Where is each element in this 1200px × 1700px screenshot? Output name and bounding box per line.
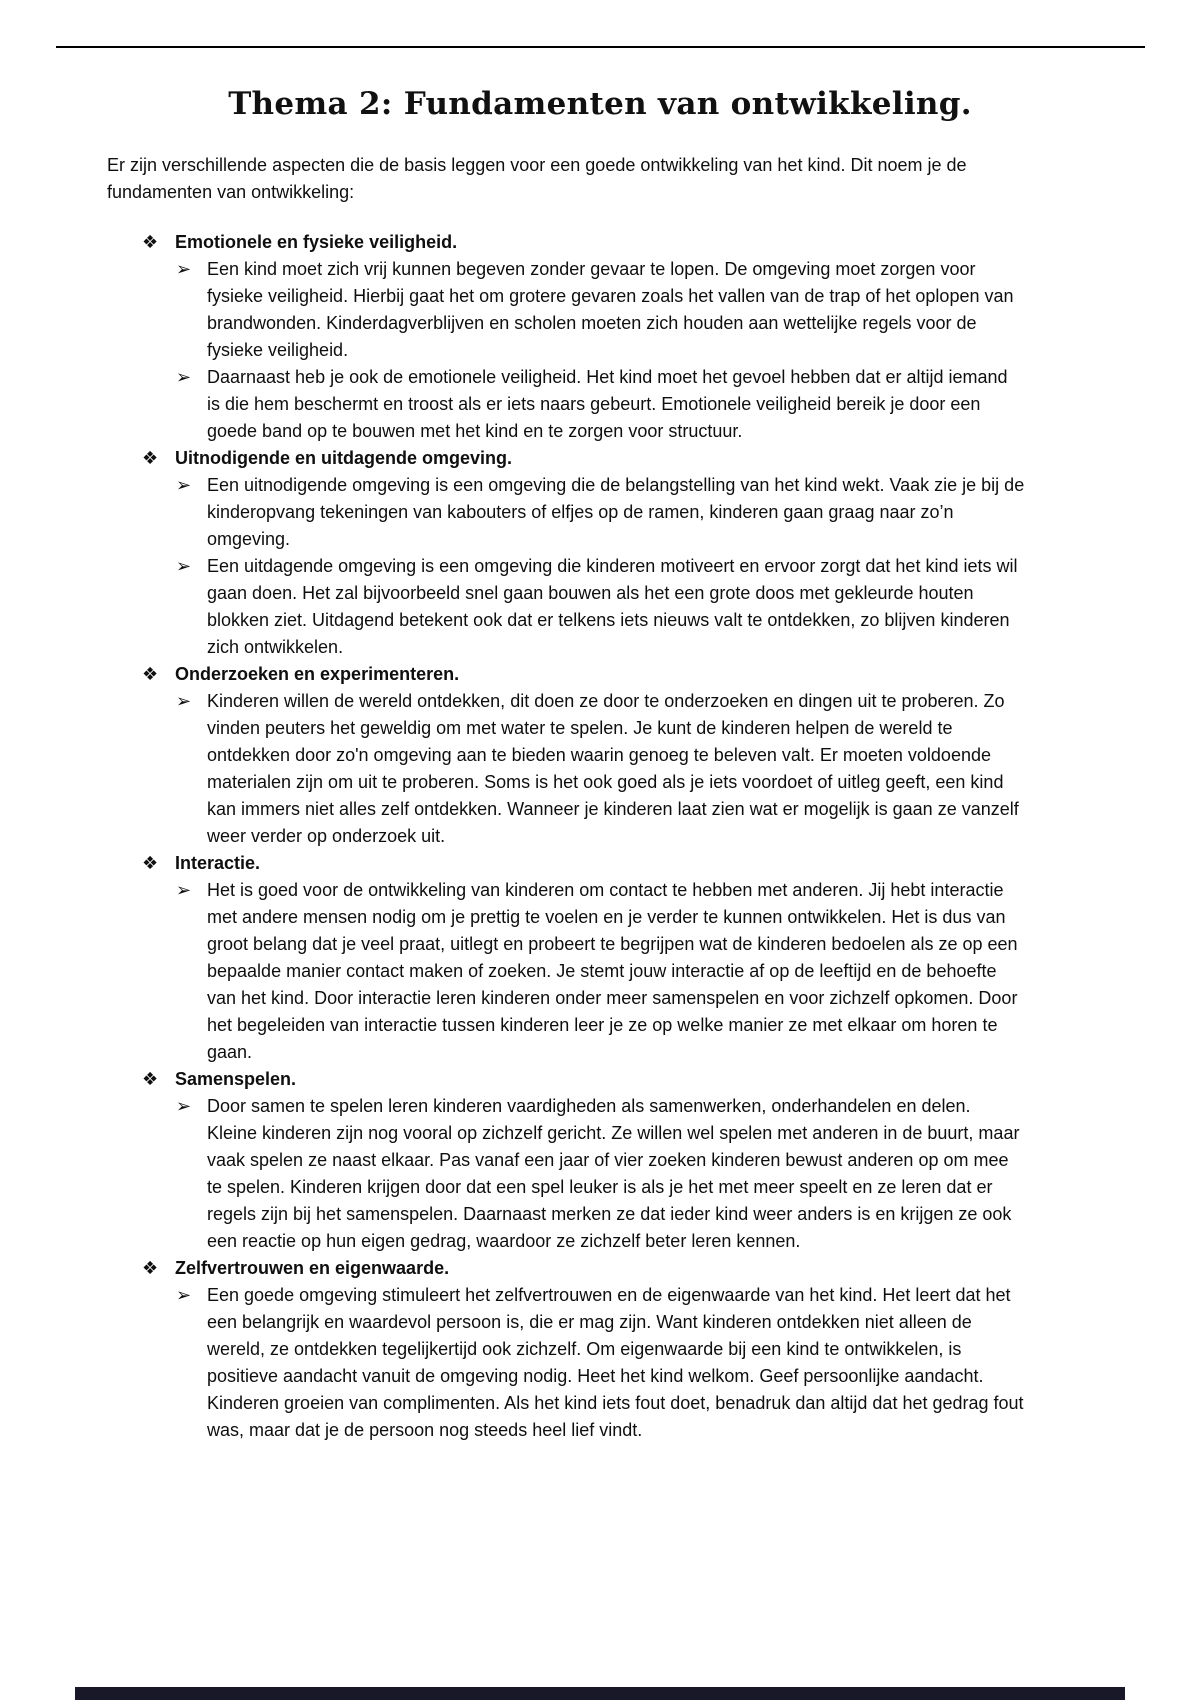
section-heading [142,445,1200,472]
section-heading [142,1066,1200,1093]
sections-list [0,229,1200,1444]
arrow-bullet-icon: ➢ [176,475,192,496]
section-heading [142,661,1200,688]
section-emotionele-en-fysieke-veiligheid [0,229,1200,445]
section-zelfvertrouwen-en-eigenwaarde [0,1255,1200,1444]
intro-paragraph: Er zijn verschillende aspecten die de basis leggen voor een goede ontwikkeling van het kind. Dit noem je de fundamenten van ontwikkeling: [107,155,967,202]
list-item [176,1093,1200,1255]
section-uitnodigende-en-uitdagende-omgeving [0,445,1200,661]
top-horizontal-rule [56,46,1145,48]
section-heading-text: Samenspelen. [175,1069,297,1089]
arrow-bullet-icon: ➢ [176,556,192,577]
list-item [176,688,1200,850]
next-page-top-edge [75,1687,1125,1700]
section-heading [142,1255,1200,1282]
diamond-bullet-icon: ❖ [142,448,159,469]
arrow-bullet-icon: ➢ [176,1285,192,1306]
list-item [176,364,1200,445]
section-heading-text: Interactie. [175,853,261,873]
list-item [176,472,1200,553]
section-heading-text: Emotionele en fysieke veiligheid. [175,232,458,252]
arrow-bullet-icon: ➢ [176,1096,192,1117]
list-item-text: Daarnaast heb je ook de emotionele veiligheid. Het kind moet het gevoel hebben dat er altijd iemand is die hem beschermt en troost als er iets naars gebeurt. Emotionele veiligheid bereik je door een goede band op te bouwen met het kind en te zorgen voor structuur. [207,367,1008,441]
list-item [176,877,1200,1066]
section-heading [142,850,1200,877]
section-heading-text: Uitnodigende en uitdagende omgeving. [175,448,513,468]
list-item-text: Het is goed voor de ontwikkeling van kinderen om contact te hebben met anderen. Jij hebt interactie met andere mensen nodig om je prettig te voelen en je verder te kunnen ontwikkelen. Het is dus van groot belang dat je veel praat, uitlegt en probeert te begrijpen wat de kinderen bedoelen als ze op een bepaalde manier contact maken of zoeken. Je stemt jouw interactie af op de leeftijd en de behoefte van het kind. Door interactie leren kinderen onder meer samenspelen en voor zichzelf opkomen. Door het begeleiden van interactie tussen kinderen leer je ze op welke manier ze met elkaar om horen te gaan. [207,880,1018,1062]
section-heading-text: Onderzoeken en experimenteren. [175,664,460,684]
list-item-text: Een uitdagende omgeving is een omgeving die kinderen motiveert en ervoor zorgt dat het kind iets wil gaan doen. Het zal bijvoorbeeld snel gaan bouwen als het een grote doos met gekleurde houten blokken ziet. Uitdagend betekent ook dat er telkens iets nieuws valt te ontdekken, zo blijven kinderen zich ontwikkelen. [207,556,1018,657]
diamond-bullet-icon: ❖ [142,1069,159,1090]
section-onderzoeken-en-experimenteren [0,661,1200,850]
list-item-text: Kinderen willen de wereld ontdekken, dit doen ze door te onderzoeken en dingen uit te proberen. Zo vinden peuters het geweldig om met water te spelen. Je kunt de kinderen helpen de wereld te ontdekken door zo'n omgeving aan te bieden waarin genoeg te beleven valt. Er moeten voldoende materialen zijn om uit te proberen. Soms is het ook goed als je iets voordoet of uitleg geeft, een kind kan immers niet alles zelf ontdekken. Wanneer je kinderen laat zien wat er mogelijk is gaan ze vanzelf weer verder op onderzoek uit. [207,691,1019,846]
arrow-bullet-icon: ➢ [176,691,192,712]
section-samenspelen [0,1066,1200,1255]
page-title: Thema 2: Fundamenten van ontwikkeling. [228,86,972,122]
section-heading [142,229,1200,256]
list-item-text: Een uitnodigende omgeving is een omgeving die de belangstelling van het kind wekt. Vaak zie je bij de kinderopvang tekeningen van kabouters of elfjes op de ramen, kinderen gaan graag naar zo’n omgeving. [207,475,1025,549]
diamond-bullet-icon: ❖ [142,664,159,685]
arrow-bullet-icon: ➢ [176,880,192,901]
diamond-bullet-icon: ❖ [142,232,159,253]
list-item-text: Een goede omgeving stimuleert het zelfvertrouwen en de eigenwaarde van het kind. Het leert dat het een belangrijk en waardevol persoon is, die er mag zijn. Want kinderen ontdekken niet alleen de wereld, ze ontdekken tegelijkertijd ook zichzelf. Om eigenwaarde bij een kind te ontwikkelen, is positieve aandacht vanuit de omgeving nodig. Heet het kind welkom. Geef persoonlijke aandacht. Kinderen groeien van complimenten. Als het kind iets fout doet, benadruk dan altijd dat het gedrag fout was, maar dat je de persoon nog steeds heel lief vindt. [207,1285,1024,1440]
diamond-bullet-icon: ❖ [142,853,159,874]
list-item [176,553,1200,661]
arrow-bullet-icon: ➢ [176,259,192,280]
list-item [176,256,1200,364]
list-item-text: Een kind moet zich vrij kunnen begeven zonder gevaar te lopen. De omgeving moet zorgen voor fysieke veiligheid. Hierbij gaat het om grotere gevaren zoals het vallen van de trap of het oplopen van brandwonden. Kinderdagverblijven en scholen moeten zich houden aan wettelijke regels voor de fysieke veiligheid. [207,259,1014,360]
arrow-bullet-icon: ➢ [176,367,192,388]
list-item-text: Door samen te spelen leren kinderen vaardigheden als samenwerken, onderhandelen en delen. Kleine kinderen zijn nog vooral op zichzelf gericht. Ze willen wel spelen met anderen in de buurt, maar vaak spelen ze naast elkaar. Pas vanaf een jaar of vier zoeken kinderen bewust anderen op om mee te spelen. Kinderen krijgen door dat een spel leuker is als je het met meer speelt en ze leren dat er regels zijn bij het samenspelen. Daarnaast merken ze dat ieder kind weer anders is en krijgen ze ook een reactie op hun eigen gedrag, waardoor ze zichzelf beter leren kennen. [207,1096,1020,1251]
section-heading-text: Zelfvertrouwen en eigenwaarde. [175,1258,450,1278]
section-interactie [0,850,1200,1066]
diamond-bullet-icon: ❖ [142,1258,159,1279]
list-item [176,1282,1200,1444]
